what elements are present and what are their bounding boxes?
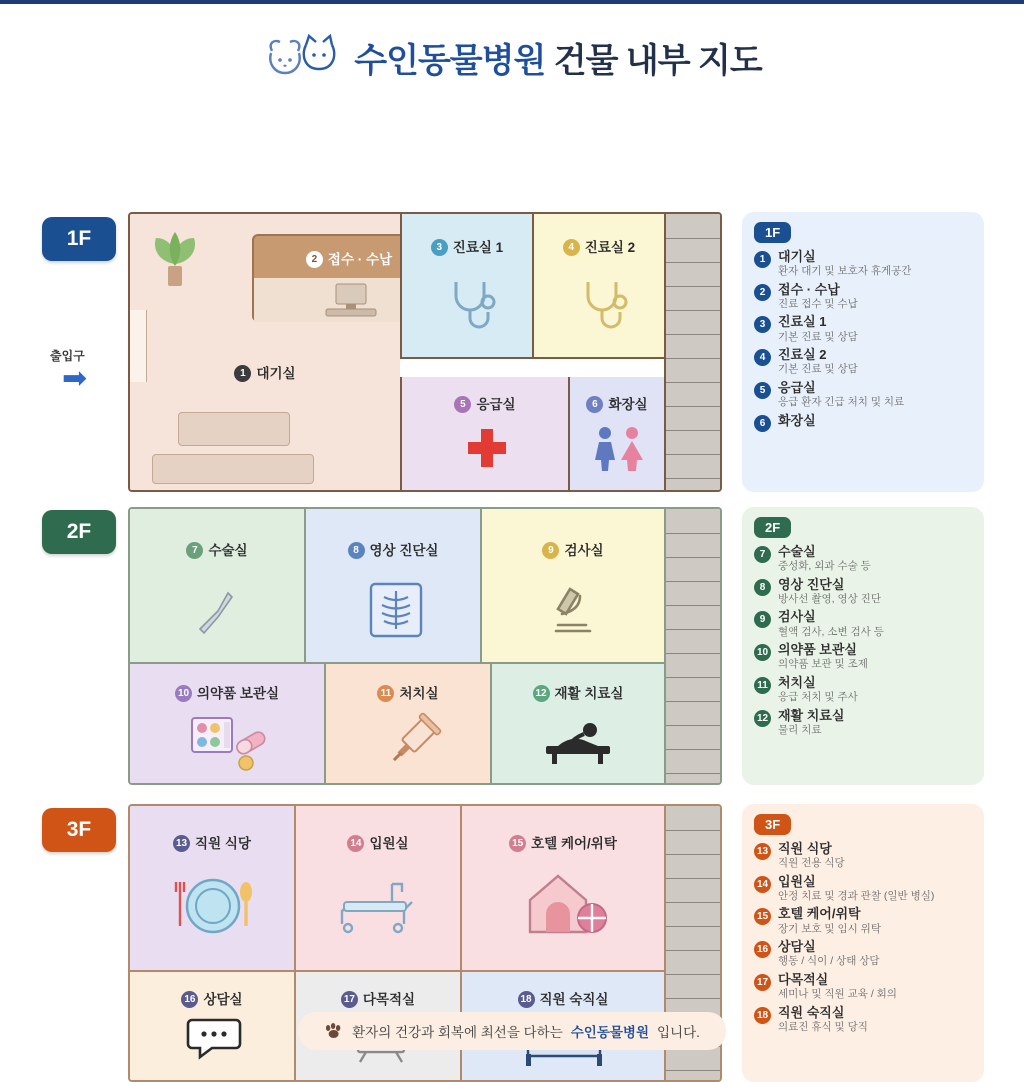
- stethoscope-icon-2: [576, 276, 628, 338]
- legend-item-15[interactable]: [754, 906, 972, 935]
- legend-10-name: 의약품 보관실: [778, 642, 857, 658]
- paw-icon: [324, 1023, 344, 1039]
- room-8-imaging[interactable]: [306, 509, 482, 664]
- legend-1-desc: 환자 대기 및 보호자 휴게공간: [778, 265, 912, 278]
- legend-item-1[interactable]: [754, 249, 972, 278]
- room-9-lab[interactable]: [482, 509, 664, 664]
- room-4-consult2[interactable]: [532, 214, 664, 359]
- floor-3-legend: [742, 804, 984, 1082]
- legend-8-name: 영상 진단실: [778, 576, 845, 592]
- legend-14-name: 입원실: [778, 873, 816, 889]
- sofa-icon: [178, 412, 290, 446]
- legend-7-desc: 중성화, 외과 수술 등: [778, 560, 871, 573]
- legend-18-num: 18: [754, 1007, 771, 1024]
- speech-bubble-icon: [186, 1016, 242, 1062]
- legend-item-18[interactable]: [754, 1005, 972, 1034]
- room-1-label: 대기실: [256, 366, 296, 381]
- room-17-label: 다목적실: [362, 992, 416, 1007]
- room-9-label: 검사실: [564, 543, 604, 558]
- room-7-number: 7: [186, 542, 203, 559]
- pills-icon: [188, 714, 270, 774]
- room-11-label: 처치실: [399, 686, 439, 701]
- legend-12-desc: 물리 치료: [778, 723, 822, 736]
- legend-1-name: 대기실: [778, 249, 816, 264]
- legend-item-4[interactable]: [754, 347, 972, 376]
- room-17-number: 17: [341, 991, 358, 1008]
- footer-banner: [298, 1012, 726, 1050]
- legend-16-num: 16: [754, 941, 771, 958]
- room-2-label: 접수 · 수납: [327, 252, 393, 267]
- floor-1-stairs: [664, 214, 722, 490]
- room-3-number: 3: [431, 239, 448, 256]
- room-15-number: 15: [509, 835, 526, 852]
- legend-6-name: 화장실: [778, 412, 816, 428]
- page-title-brand: 수인동물병원: [354, 41, 546, 80]
- hospital-bed-icon: [334, 876, 424, 938]
- cutlery-plate-icon: [170, 872, 256, 938]
- legend-9-num: 9: [754, 611, 771, 628]
- floor-1-badge: 1F: [42, 217, 116, 261]
- rehab-icon: [540, 712, 616, 768]
- page-header: [0, 4, 1024, 92]
- legend-13-desc: 직원 전용 식당: [778, 857, 845, 870]
- footer-text-brand: 수인동물병원: [570, 1025, 649, 1040]
- room-2-number: 2: [306, 251, 323, 268]
- room-13-canteen[interactable]: [130, 806, 296, 972]
- room-6-label: 화장실: [608, 397, 648, 412]
- legend-17-name: 다목적실: [778, 971, 829, 987]
- legend-10-desc: 의약품 보관 및 조제: [778, 658, 868, 671]
- legend-12-name: 재활 치료실: [778, 707, 845, 723]
- room-10-label: 의약품 보관실: [197, 686, 279, 701]
- room-14-number: 14: [347, 835, 364, 852]
- entrance-door: [130, 310, 147, 382]
- legend-7-num: 7: [754, 546, 771, 563]
- legend-5-desc: 응급 환자 긴급 처치 및 치료: [778, 396, 905, 409]
- floor-2-badge: 2F: [42, 510, 116, 554]
- legend-1-num: 1: [754, 251, 771, 268]
- room-5-label: 응급실: [476, 397, 516, 412]
- legend-6-num: 6: [754, 415, 771, 432]
- legend-item-13[interactable]: [754, 841, 972, 870]
- legend-13-name: 직원 식당: [778, 841, 832, 856]
- room-11-treatment[interactable]: [326, 664, 492, 785]
- footer-text-after: 입니다.: [657, 1025, 700, 1040]
- legend-5-num: 5: [754, 382, 771, 399]
- entrance-label: 출입구: [50, 349, 85, 363]
- pet-house-icon: [520, 868, 612, 940]
- legend-11-desc: 응급 처치 및 주사: [778, 691, 858, 704]
- room-11-number: 11: [377, 685, 394, 702]
- room-5-number: 5: [454, 396, 471, 413]
- legend-7-name: 수술실: [778, 544, 816, 559]
- legend-item-2[interactable]: [754, 282, 972, 311]
- legend-4-num: 4: [754, 349, 771, 366]
- legend-9-name: 검사실: [778, 609, 816, 625]
- floor-3-badge: 3F: [42, 808, 116, 852]
- syringe-icon: [384, 712, 442, 770]
- legend-15-name: 호텔 케어/위탁: [778, 906, 861, 922]
- room-9-number: 9: [542, 542, 559, 559]
- legend-8-num: 8: [754, 579, 771, 596]
- sofa-icon-2: [152, 454, 314, 484]
- floor-2-stairs: [664, 509, 722, 783]
- legend-item-11[interactable]: [754, 675, 972, 704]
- legend-item-10[interactable]: [754, 642, 972, 671]
- room-16-counseling[interactable]: [130, 972, 296, 1082]
- legend-8-desc: 방사선 촬영, 영상 진단: [778, 593, 881, 606]
- room-14-label: 입원실: [369, 836, 409, 851]
- room-4-label: 진료실 2: [584, 240, 636, 255]
- legend-17-num: 17: [754, 974, 771, 991]
- room-3-consult1[interactable]: [400, 214, 532, 359]
- legend-2-num: 2: [754, 284, 771, 301]
- xray-icon: [368, 581, 424, 639]
- legend-15-desc: 장기 보호 및 임시 위탁: [778, 922, 881, 935]
- room-14-inpatient[interactable]: [296, 806, 462, 972]
- legend-13-num: 13: [754, 843, 771, 860]
- legend-18-name: 직원 숙직실: [778, 1004, 845, 1020]
- room-10-number: 10: [175, 685, 192, 702]
- room-7-label: 수술실: [208, 543, 248, 558]
- room-1-number: 1: [234, 365, 251, 382]
- legend-3-num: 3: [754, 316, 771, 333]
- legend-14-desc: 안정 치료 및 경과 관찰 (일반 병실): [778, 890, 935, 903]
- legend-9-desc: 혈액 검사, 소변 검사 등: [778, 625, 884, 638]
- room-10-pharmacy[interactable]: [130, 664, 326, 785]
- room-4-number: 4: [563, 239, 580, 256]
- room-12-rehab[interactable]: [492, 664, 664, 785]
- legend-4-name: 진료실 2: [778, 347, 827, 363]
- room-13-label: 직원 식당: [195, 836, 251, 851]
- legend-item-8[interactable]: [754, 577, 972, 606]
- restroom-icon: [590, 425, 648, 471]
- legend-item-6[interactable]: [754, 413, 972, 432]
- room-8-number: 8: [348, 542, 365, 559]
- legend-10-num: 10: [754, 644, 771, 661]
- floor-2-map: [128, 507, 722, 785]
- legend-item-16[interactable]: [754, 939, 972, 968]
- room-18-label: 직원 숙직실: [539, 992, 609, 1007]
- legend-11-num: 11: [754, 677, 771, 694]
- legend-18-desc: 의료진 휴식 및 당직: [778, 1020, 868, 1033]
- page-title-rest: 건물 내부 지도: [545, 41, 762, 80]
- scalpel-icon: [192, 585, 244, 637]
- page-title: [354, 33, 761, 82]
- room-13-number: 13: [173, 835, 190, 852]
- room-5-emergency[interactable]: [400, 377, 568, 490]
- legend-16-name: 상담실: [778, 939, 816, 955]
- legend-12-num: 12: [754, 710, 771, 727]
- reception-desk-icon: [316, 280, 386, 320]
- footer-text-before: 환자의 건강과 회복에 최선을 다하는: [352, 1025, 563, 1040]
- legend-2-name: 접수 · 수납: [778, 281, 840, 297]
- map-page: [0, 4, 1024, 1077]
- floor-1-legend: [742, 212, 984, 492]
- legend-5-name: 응급실: [778, 379, 816, 395]
- red-cross-icon: [464, 425, 510, 471]
- legend-item-12[interactable]: [754, 708, 972, 737]
- room-16-number: 16: [181, 991, 198, 1008]
- legend-17-desc: 세미나 및 직원 교육 / 회의: [778, 988, 897, 1001]
- room-16-label: 상담실: [203, 992, 243, 1007]
- plant-icon: [146, 224, 204, 294]
- legend-item-3[interactable]: [754, 314, 972, 343]
- legend-2f-badge: 2F: [754, 517, 791, 538]
- legend-1-badge: 1F: [754, 222, 791, 243]
- room-6-restroom[interactable]: [568, 377, 664, 490]
- entrance-arrow-icon: ➡: [62, 362, 88, 395]
- room-15-hotelcare[interactable]: [462, 806, 664, 972]
- room-15-label: 호텔 케어/위탁: [531, 836, 617, 851]
- legend-11-name: 처치실: [778, 674, 816, 690]
- room-18-number: 18: [518, 991, 535, 1008]
- floor-1-map: [128, 212, 722, 492]
- legend-item-17[interactable]: [754, 972, 972, 1001]
- room-7-surgery[interactable]: [130, 509, 306, 664]
- legend-14-num: 14: [754, 876, 771, 893]
- stethoscope-icon: [444, 276, 496, 338]
- legend-16-desc: 행동 / 식이 / 상태 상담: [778, 955, 880, 968]
- legend-15-num: 15: [754, 908, 771, 925]
- room-6-number: 6: [586, 396, 603, 413]
- legend-item-7[interactable]: [754, 544, 972, 573]
- legend-item-14[interactable]: [754, 874, 972, 903]
- legend-2-desc: 진료 접수 및 수납: [778, 298, 858, 311]
- legend-3f-badge: 3F: [754, 814, 791, 835]
- room-8-label: 영상 진단실: [369, 543, 439, 558]
- room-12-number: 12: [533, 685, 550, 702]
- legend-3-desc: 기본 진료 및 상담: [778, 330, 858, 343]
- legend-4-desc: 기본 진료 및 상담: [778, 363, 858, 376]
- room-12-label: 재활 치료실: [554, 686, 624, 701]
- floor-2-legend: [742, 507, 984, 785]
- room-3-label: 진료실 1: [452, 240, 504, 255]
- legend-item-5[interactable]: [754, 380, 972, 409]
- cat-dog-logo-icon: [262, 31, 340, 83]
- legend-item-9[interactable]: [754, 609, 972, 638]
- microscope-icon: [548, 581, 598, 639]
- legend-3-name: 진료실 1: [778, 314, 827, 330]
